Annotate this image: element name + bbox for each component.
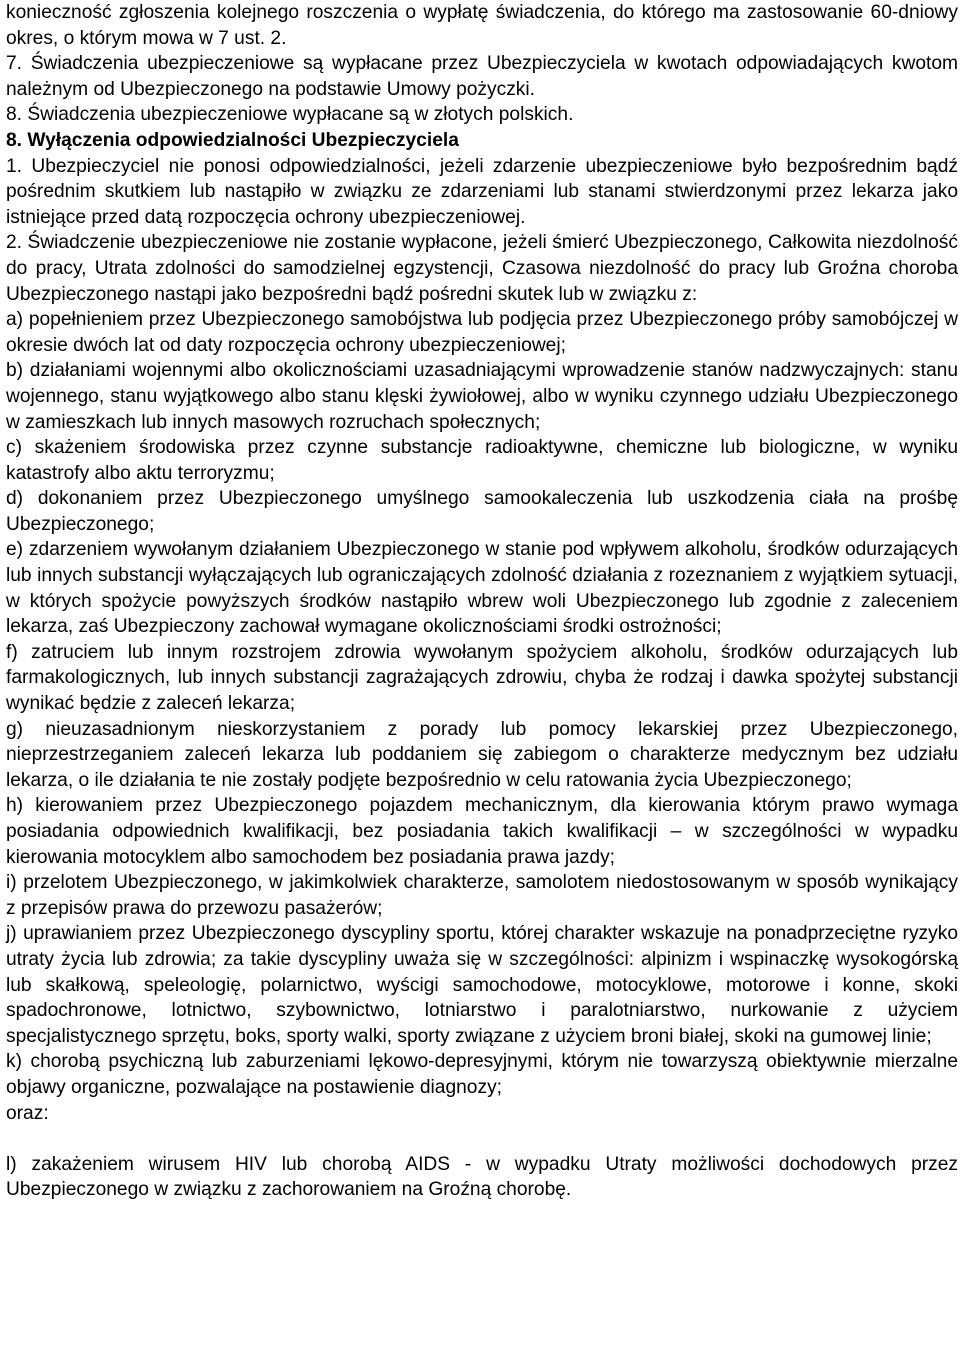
paragraph-prev-continuation: konieczność zgłoszenia kolejnego roszczenia o wypłatę świadczenia, do którego ma zastosowanie 60-dniowy okres, o którym mowa w 7 ust. 2. — [6, 2, 958, 49]
section-title: Wyłączenia odpowiedzialności Ubezpieczyciela — [27, 129, 459, 151]
paragraph-7: 7. Świadczenia ubezpieczeniowe są wypłacane przez Ubezpieczyciela w kwotach odpowiadających kwotom należnym od Ubezpieczonego na podstawie Umowy pożyczki. — [6, 53, 958, 100]
spacer — [6, 1126, 958, 1152]
list-item-f: f) zatruciem lub innym rozstrojem zdrowia wywołanym spożyciem alkoholu, środków odurzających lub farmakologicznych, lub innych substancji zagrażających zdrowiu, chyba że rodzaj i dawka spożytej substancji wynikać będzie z zaleceń lekarza; — [6, 641, 958, 715]
list-item-h: h) kierowaniem przez Ubezpieczonego pojazdem mechanicznym, dla kierowania którym prawo wymaga posiadania odpowiednich kwalifikacji, bez posiadania takich kwalifikacji – w szczególności w wypadku kierowania motocyklem albo samochodem bez posiadania prawa jazdy; — [6, 795, 958, 868]
list-item-i: i) przelotem Ubezpieczonego, w jakimkolwiek charakterze, samolotem niedostosowanym w sposób wynikający z przepisów prawa do przewozu pasażerów; — [6, 872, 958, 919]
list-item-e: e) zdarzeniem wywołanym działaniem Ubezpieczonego w stanie pod wpływem alkoholu, środków odurzających lub innych substancji wyłączających lub ograniczających zdolność działania z rozeznaniem z wyjątkiem sytuacji, w których spożycie powyższych środków nastąpiło wbrew woli Ubezpieczonego lub zgodnie z zaleceniem lekarza, zaś Ubezpieczony zachował wymagane okolicznościami środki ostrożności; — [6, 539, 958, 638]
list-item-k: k) chorobą psychiczną lub zaburzeniami lękowo-depresyjnymi, którym nie towarzyszą obiektywnie mierzalne objawy organiczne, pozwalające na postawienie diagnozy; — [6, 1051, 958, 1098]
paragraph-8: 8. Świadczenia ubezpieczeniowe wypłacane są w złotych polskich. — [6, 104, 574, 126]
list-item-g: g) nieuzasadnionym nieskorzystaniem z porady lub pomocy lekarskiej przez Ubezpieczonego, nieprzestrzeganiem zaleceń lekarza lub poddaniem się zabiegom o charakterze medycznym bez udziału lekarza, o ile działania te nie zostały podjęte bezpośrednio w celu ratowania życia Ubezpieczonego; — [6, 718, 958, 791]
list-item-j: j) uprawianiem przez Ubezpieczonego dyscypliny sportu, której charakter wskazuje na ponadprzeciętne ryzyko utraty życia lub zdrowia; za takie dyscypliny uważa się w szczególności: alpinizm i wspinaczkę wysokogórską lub skałkową, speleologię, polarnictwo, wyścigi samochodowe, motocyklowe, motorowe i konne, skoki spadochronowe, lotnictwo, szybownictwo, lotniarstwo i paralotniarstwo, nurkowanie z użyciem specjalistycznego sprzętu, boks, sporty walki, sporty związane z użyciem broni białej, skoki na gumowej linie; — [6, 923, 958, 1047]
list-item-b: b) działaniami wojennymi albo okolicznościami uzasadniającymi wprowadzenie stanów nadzwyczajnych: stanu wojennego, stanu wyjątkowego albo stanu klęski żywiołowej, albo w wyniku czynnego udziału Ubezpieczonego w zamieszkach lub innych masowych rozruchach społecznych; — [6, 360, 958, 433]
clause-2: 2. Świadczenie ubezpieczeniowe nie zostanie wypłacone, jeżeli śmierć Ubezpieczonego, Całkowita niezdolność do pracy, Utrata zdolności do samodzielnej egzystencji, Czasowa niezdolność do pracy lub Groźna choroba Ubezpieczonego nastąpi jako bezpośredni bądź pośredni skutek lub w związku z: — [6, 232, 958, 305]
list-item-a: a) popełnieniem przez Ubezpieczonego samobójstwa lub podjęcia przez Ubezpieczonego próby samobójczej w okresie dwóch lat od daty rozpoczęcia ochrony ubezpieczeniowej; — [6, 309, 958, 356]
document-page — [6, 0, 958, 1203]
list-item-c: c) skażeniem środowiska przez czynne substancje radioaktywne, chemiczne lub biologiczne, w wyniku katastrofy albo aktu terroryzmu; — [6, 437, 958, 484]
section-heading — [6, 128, 958, 154]
list-item-d: d) dokonaniem przez Ubezpieczonego umyślnego samookaleczenia lub uszkodzenia ciała na prośbę Ubezpieczonego; — [6, 488, 958, 535]
oraz-label: oraz: — [6, 1102, 49, 1124]
clause-1: 1. Ubezpieczyciel nie ponosi odpowiedzialności, jeżeli zdarzenie ubezpieczeniowe było bezpośrednim bądź pośrednim skutkiem lub nastąpiło w związku ze zdarzeniami lub stanami stwierdzonymi przez lekarza jako istniejące przed datą rozpoczęcia ochrony ubezpieczeniowej. — [6, 155, 958, 228]
section-number: 8. — [6, 129, 23, 151]
list-item-l: l) zakażeniem wirusem HIV lub chorobą AIDS - w wypadku Utraty możliwości dochodowych przez Ubezpieczonego w związku z zachorowaniem na Groźną chorobę. — [6, 1153, 958, 1201]
